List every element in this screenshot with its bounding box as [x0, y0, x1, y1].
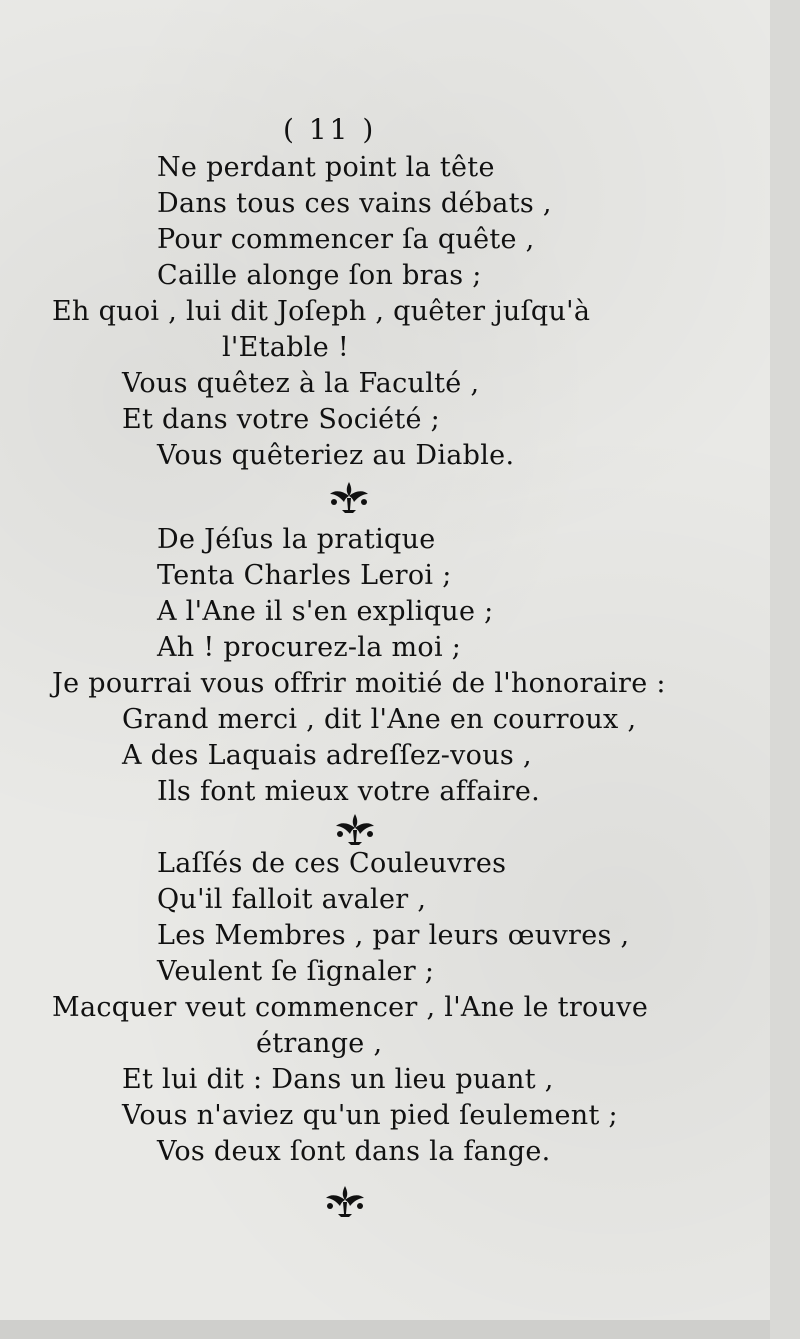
- verse-line: De Jéſus la pratique: [157, 524, 436, 555]
- verse-line: Et dans votre Société ;: [122, 404, 441, 435]
- verse-line: Veulent ſe ſignaler ;: [157, 956, 435, 987]
- verse-line: l'Etable !: [222, 332, 350, 363]
- verse-line: Et lui dit : Dans un lieu puant ,: [122, 1064, 554, 1095]
- page-edge-right: [770, 0, 800, 1339]
- verse-line: Pour commencer ſa quête ,: [157, 224, 535, 255]
- verse-line: Ah ! procurez-la moi ;: [157, 632, 462, 663]
- verse-line: Ne perdant point la tête: [157, 152, 495, 183]
- verse-line: Qu'il falloit avaler ,: [157, 884, 427, 915]
- page-number: ( 11 ): [283, 113, 377, 146]
- verse-line: Macquer veut commencer , l'Ane le trouve: [52, 992, 649, 1023]
- verse-line: Dans tous ces vains débats ,: [157, 188, 552, 219]
- verse-line: Eh quoi , lui dit Joſeph , quêter juſqu'à: [52, 296, 591, 327]
- verse-line: Vous n'aviez qu'un pied ſeulement ;: [122, 1100, 618, 1131]
- verse-line: Caille alonge ſon bras ;: [157, 260, 482, 291]
- verse-line: Laſſés de ces Couleuvres: [157, 848, 507, 879]
- verse-line: Vous quêteriez au Diable.: [157, 440, 515, 471]
- verse-line: Tenta Charles Leroi ;: [157, 560, 452, 591]
- verse-line: A l'Ane il s'en explique ;: [157, 596, 494, 627]
- verse-line: Je pourrai vous offrir moitié de l'honoraire :: [52, 668, 666, 699]
- fleuron-ornament-icon: [322, 1184, 368, 1218]
- page-edge-bottom: [0, 1320, 770, 1339]
- fleuron-ornament-icon: [332, 812, 378, 846]
- verse-line: Vos deux ſont dans la fange.: [157, 1136, 551, 1167]
- verse-line: A des Laquais adreſſez-vous ,: [122, 740, 532, 771]
- verse-line: Grand merci , dit l'Ane en courroux ,: [122, 704, 637, 735]
- verse-line: étrange ,: [256, 1028, 383, 1059]
- verse-line: Les Membres , par leurs œuvres ,: [157, 920, 630, 951]
- verse-line: Ils font mieux votre affaire.: [157, 776, 541, 807]
- verse-line: Vous quêtez à la Faculté ,: [122, 368, 480, 399]
- fleuron-ornament-icon: [326, 480, 372, 514]
